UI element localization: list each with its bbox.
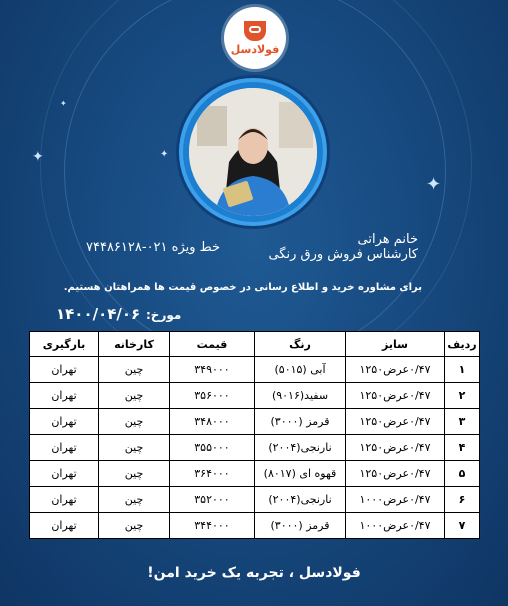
cell-size: ۰/۴۷عرض۱۲۵۰ [346,383,445,409]
price-table-wrapper [29,331,480,539]
header-row-number: ردیف [445,332,480,357]
sparkle-icon: ✦ [160,149,169,160]
cell-loading: تهران [30,409,99,435]
cell-color: نارنجی(۲۰۰۴) [255,487,346,513]
brand-logo-text: فولادسل [230,42,280,56]
cell-loading: تهران [30,513,99,539]
cell-row-number: ۷ [445,513,480,539]
avatar [183,82,323,222]
table-row [30,487,480,513]
cell-price: ۳۶۴۰۰۰ [170,461,255,487]
avatar-photo [189,88,317,216]
cell-size: ۰/۴۷عرض۱۰۰۰ [346,487,445,513]
cell-price: ۳۴۹۰۰۰ [170,357,255,383]
cell-size: ۰/۴۷عرض۱۲۵۰ [346,357,445,383]
cell-factory: چین [99,461,170,487]
footer-slogan: فولادسل ، تجربه یک خرید امن! [147,565,361,581]
cell-row-number: ۱ [445,357,480,383]
cell-size: ۰/۴۷عرض۱۰۰۰ [346,513,445,539]
cell-loading: تهران [30,435,99,461]
contact-name: خانم هراتی [357,232,418,247]
cell-factory: چین [99,409,170,435]
cell-color: آبی (۵۰۱۵) [255,357,346,383]
header-color: رنگ [255,332,346,357]
header-price: قیمت [170,332,255,357]
hotline-text: خط ویژه ۰۲۱-۷۴۴۸۶۱۲۸ [86,240,221,255]
contact-role: کارشناس فروش ورق رنگی [268,247,418,262]
table-row [30,461,480,487]
sparkle-icon: ✦ [32,149,44,165]
brand-logo [224,7,286,69]
table-header-row [30,332,480,357]
cell-factory: چین [99,487,170,513]
cell-size: ۰/۴۷عرض۱۲۵۰ [346,461,445,487]
cell-size: ۰/۴۷عرض۱۲۵۰ [346,409,445,435]
date-label: مورخ: [146,308,182,322]
cell-factory: چین [99,383,170,409]
cell-price: ۳۴۴۰۰۰ [170,513,255,539]
cell-color: سفید(۹۰۱۶) [255,383,346,409]
consult-notice: برای مشاوره خرید و اطلاع رسانی در خصوص قیمت ها همراهتان هستیم. [63,282,422,293]
table-row [30,513,480,539]
cell-factory: چین [99,357,170,383]
sparkle-icon: ✦ [60,99,67,108]
cell-price: ۳۵۵۰۰۰ [170,435,255,461]
cell-row-number: ۵ [445,461,480,487]
cell-color: قرمز (۳۰۰۰) [255,409,346,435]
cell-size: ۰/۴۷عرض۱۲۵۰ [346,435,445,461]
cell-loading: تهران [30,357,99,383]
cell-row-number: ۳ [445,409,480,435]
cell-row-number: ۲ [445,383,480,409]
cell-row-number: ۶ [445,487,480,513]
sparkle-icon: ✦ [426,174,442,195]
date-value: ۱۴۰۰/۰۴/۰۶ [56,305,141,323]
cell-loading: تهران [30,383,99,409]
person-icon [189,88,317,216]
cell-price: ۳۴۸۰۰۰ [170,409,255,435]
cell-color: قهوه ای (۸۰۱۷) [255,461,346,487]
shield-icon [244,21,266,41]
cell-price: ۳۵۲۰۰۰ [170,487,255,513]
contact-block [268,232,418,262]
cell-factory: چین [99,435,170,461]
cell-loading: تهران [30,487,99,513]
price-table [29,331,480,539]
cell-factory: چین [99,513,170,539]
cell-row-number: ۴ [445,435,480,461]
cell-price: ۳۵۶۰۰۰ [170,383,255,409]
table-row [30,383,480,409]
cell-color: نارنجی(۲۰۰۴) [255,435,346,461]
header-size: سایز [346,332,445,357]
table-row [30,435,480,461]
cell-loading: تهران [30,461,99,487]
table-row [30,357,480,383]
table-row [30,409,480,435]
header-factory: کارخانه [99,332,170,357]
cell-color: قرمز (۳۰۰۰) [255,513,346,539]
header-loading: بارگیری [30,332,99,357]
